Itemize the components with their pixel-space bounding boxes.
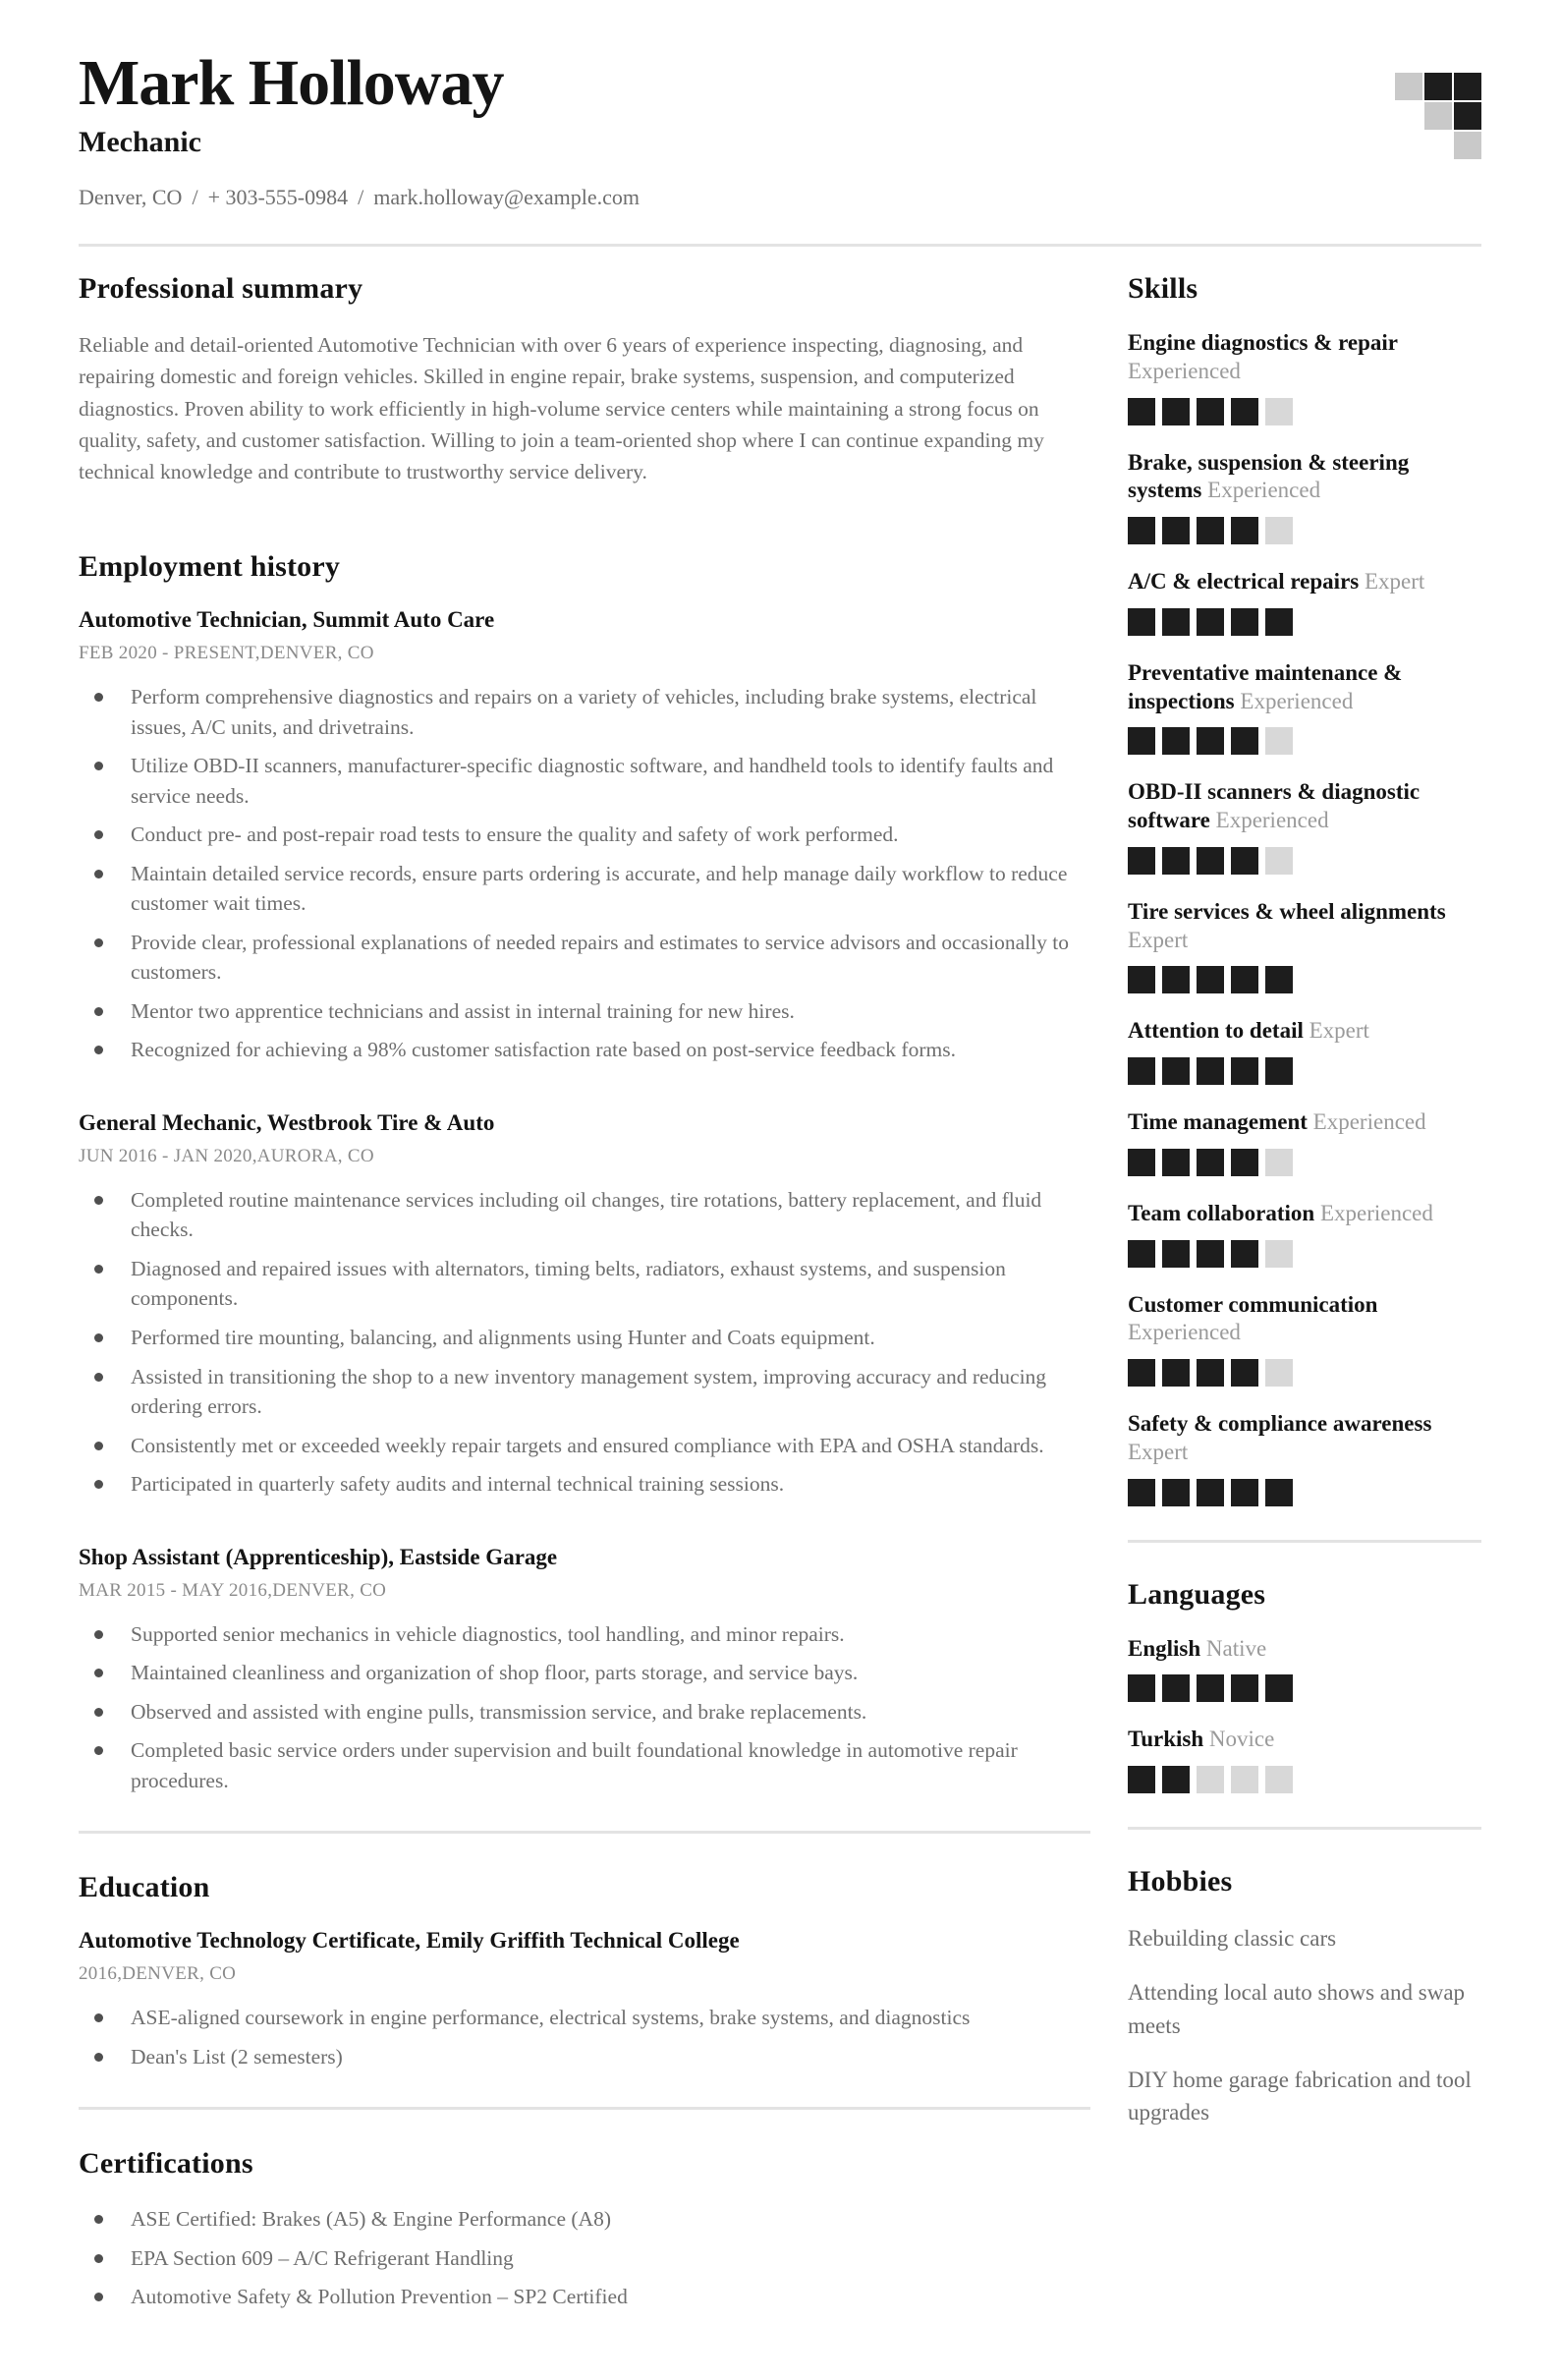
level-square-filled — [1162, 398, 1190, 425]
hobby-item: Attending local auto shows and swap meets — [1128, 1980, 1466, 2038]
bullet-item: Completed basic service orders under supervision and built foundational knowledge in automotive repair procedures. — [79, 1735, 1090, 1795]
certifications-heading: Certifications — [79, 2147, 253, 2181]
level-square-filled — [1265, 608, 1293, 636]
entry-meta — [79, 1146, 1090, 1167]
language-item-name: English — [1128, 1635, 1201, 1661]
skill-item — [1128, 1291, 1481, 1388]
languages-heading: Languages — [1128, 1577, 1266, 1611]
skill-item-head — [1128, 1017, 1481, 1046]
logo-cell-dark — [1454, 73, 1481, 100]
person-role: Mechanic — [79, 126, 201, 158]
bullet-item: Utilize OBD-II scanners, manufacturer-specific diagnostic software, and handheld tools to identify faults and service needs. — [79, 751, 1090, 811]
certification-item: Automotive Safety & Pollution Prevention – SP2 Certified — [79, 2282, 1090, 2312]
level-square-filled — [1162, 1240, 1190, 1268]
header — [79, 47, 1481, 210]
level-square-filled — [1231, 608, 1258, 636]
level-square-empty — [1265, 727, 1293, 755]
squares-logo-icon — [1395, 73, 1481, 159]
skill-item-name: Attention to detail — [1128, 1018, 1304, 1044]
entry-bullets — [79, 682, 1090, 1065]
skill-item-level: Expert — [1364, 569, 1425, 594]
skill-item-level: Experienced — [1319, 1200, 1433, 1225]
level-square-filled — [1265, 1674, 1293, 1702]
level-square-filled — [1162, 727, 1190, 755]
skill-item-name: Safety & compliance awareness — [1128, 1411, 1432, 1436]
level-square-filled — [1231, 1057, 1258, 1085]
skill-item-name: OBD-II scanners & diagnostic software — [1128, 779, 1421, 832]
level-square-filled — [1162, 1674, 1190, 1702]
content-columns — [79, 272, 1481, 2321]
level-square-filled — [1265, 1057, 1293, 1085]
bullet-item: Recognized for achieving a 98% customer satisfaction rate based on post-service feedback forms. — [79, 1035, 1090, 1065]
skill-item — [1128, 778, 1481, 875]
level-square-filled — [1231, 1149, 1258, 1176]
sidebar-divider — [1128, 1540, 1481, 1543]
skill-item-level: Expert — [1309, 1018, 1369, 1044]
level-bar — [1128, 1479, 1481, 1506]
entry-title: Automotive Technician, Summit Auto Care — [79, 607, 495, 633]
level-square-filled — [1128, 398, 1155, 425]
level-square-filled — [1128, 1674, 1155, 1702]
level-square-filled — [1162, 966, 1190, 993]
bullet-item: Participated in quarterly safety audits and internal technical training sessions. — [79, 1469, 1090, 1500]
level-square-filled — [1231, 966, 1258, 993]
entry-meta — [79, 1580, 1090, 1602]
history-entry — [79, 607, 1090, 1065]
level-square-filled — [1162, 608, 1190, 636]
summary-section — [79, 272, 1090, 487]
skill-item-name: A/C & electrical repairs — [1128, 569, 1360, 594]
level-square-filled — [1197, 1149, 1224, 1176]
contact-email: mark.holloway@example.com — [373, 185, 640, 209]
entry-bullets — [79, 1619, 1090, 1796]
level-square-filled — [1197, 517, 1224, 544]
skill-item-head — [1128, 659, 1481, 716]
sidebar-divider — [1128, 1827, 1481, 1830]
hobbies-list — [1128, 1922, 1481, 2129]
language-item — [1128, 1726, 1481, 1793]
logo-cell-dark — [1454, 102, 1481, 130]
skill-item-name: Tire services & wheel alignments — [1128, 898, 1446, 924]
skill-item-head — [1128, 568, 1481, 596]
level-square-filled — [1162, 517, 1190, 544]
level-square-filled — [1128, 1359, 1155, 1387]
bullet-item: Completed routine maintenance services including oil changes, tire rotations, battery replacement, and fluid checks. — [79, 1185, 1090, 1245]
level-square-filled — [1128, 517, 1155, 544]
level-square-empty — [1197, 1766, 1224, 1793]
skill-item — [1128, 449, 1481, 545]
entry-dates: FEB 2020 - PRESENT, — [79, 643, 260, 664]
skill-item — [1128, 1017, 1481, 1085]
certification-item: ASE Certified: Brakes (A5) & Engine Performance (A8) — [79, 2204, 1090, 2235]
employment-section — [79, 550, 1090, 1795]
language-item-level: Novice — [1208, 1727, 1275, 1752]
skill-item-head — [1128, 778, 1481, 835]
contact-location: Denver, CO — [79, 185, 183, 209]
bullet-item: Supported senior mechanics in vehicle diagnostics, tool handling, and minor repairs. — [79, 1619, 1090, 1650]
level-square-filled — [1162, 847, 1190, 875]
hobbies-heading: Hobbies — [1128, 1865, 1233, 1898]
skill-item-head — [1128, 1410, 1481, 1467]
employment-heading: Employment history — [79, 550, 341, 584]
contact-separator: / — [358, 185, 364, 209]
education-heading: Education — [79, 1871, 210, 1904]
level-square-filled — [1231, 1479, 1258, 1506]
certifications-section — [79, 2147, 1090, 2312]
level-square-filled — [1197, 608, 1224, 636]
person-name: Mark Holloway — [79, 47, 504, 119]
level-square-filled — [1231, 517, 1258, 544]
skill-item — [1128, 1108, 1481, 1176]
language-item-head — [1128, 1726, 1481, 1754]
level-square-filled — [1231, 1359, 1258, 1387]
skill-item-level: Expert — [1128, 927, 1189, 952]
skills-list — [1128, 329, 1481, 1506]
bullet-item: Consistently met or exceeded weekly repair targets and ensured compliance with EPA and OSHA standards. — [79, 1431, 1090, 1461]
level-square-filled — [1197, 398, 1224, 425]
header-identity — [79, 47, 640, 210]
level-square-filled — [1231, 847, 1258, 875]
level-square-filled — [1197, 1240, 1224, 1268]
level-square-filled — [1231, 727, 1258, 755]
skill-item-level: Experienced — [1312, 1109, 1426, 1134]
level-square-filled — [1128, 1479, 1155, 1506]
level-square-filled — [1162, 1766, 1190, 1793]
language-item-name: Turkish — [1128, 1727, 1204, 1752]
skill-item — [1128, 568, 1481, 636]
bullet-item: Perform comprehensive diagnostics and repairs on a variety of vehicles, including brake systems, electrical issues, A/C units, and drivetrains. — [79, 682, 1090, 742]
main-column — [79, 272, 1090, 2321]
bullet-item: Assisted in transitioning the shop to a new inventory management system, improving accuracy and reducing ordering errors. — [79, 1362, 1090, 1422]
skill-item-level: Experienced — [1128, 358, 1241, 383]
bullet-item: Mentor two apprentice technicians and assist in internal training for new hires. — [79, 996, 1090, 1027]
skill-item-head — [1128, 449, 1481, 506]
section-divider — [79, 1831, 1090, 1834]
level-square-filled — [1197, 1359, 1224, 1387]
skill-item-head — [1128, 898, 1481, 955]
skill-item-head — [1128, 1200, 1481, 1228]
history-entry — [79, 1928, 1090, 2071]
level-bar — [1128, 517, 1481, 544]
level-square-empty — [1265, 1766, 1293, 1793]
level-square-filled — [1128, 1057, 1155, 1085]
skill-item-name: Brake, suspension & steering systems — [1128, 449, 1410, 503]
level-square-filled — [1265, 966, 1293, 993]
level-square-filled — [1128, 847, 1155, 875]
level-square-empty — [1265, 517, 1293, 544]
contact-separator: / — [192, 185, 198, 209]
hobby-item: DIY home garage fabrication and tool upgrades — [1128, 2068, 1472, 2125]
entry-dates: 2016, — [79, 1963, 123, 1985]
level-square-empty — [1265, 847, 1293, 875]
level-bar — [1128, 1766, 1481, 1793]
bullet-item: Provide clear, professional explanations of needed repairs and estimates to service advisors and occasionally to customers. — [79, 928, 1090, 988]
skill-item — [1128, 329, 1481, 425]
entry-dates: JUN 2016 - JAN 2020, — [79, 1145, 257, 1166]
level-square-filled — [1197, 847, 1224, 875]
skill-item — [1128, 1410, 1481, 1506]
skill-item — [1128, 1200, 1481, 1268]
entry-bullets — [79, 1185, 1090, 1500]
level-square-filled — [1231, 398, 1258, 425]
summary-text: Reliable and detail-oriented Automotive Technician with over 6 years of experience inspecting, diagnosing, and repairing domestic and foreign vehicles. Skilled in engine repair, brake systems, suspension, and computerized diagnostics. Proven ability to work efficiently in high-volume service centers while maintaining a strong focus on quality, safety, and customer satisfaction. Willing to join a team-oriented shop where I can continue expanding my technical knowledge and contribute to trustworthy service delivery. — [79, 333, 1044, 483]
jobs-list — [79, 607, 1090, 1795]
entry-dates: MAR 2015 - MAY 2016, — [79, 1579, 273, 1601]
entry-location: AURORA, CO — [256, 1145, 374, 1166]
hobbies-section — [1128, 1865, 1481, 2129]
skill-item-head — [1128, 1291, 1481, 1348]
level-bar — [1128, 1359, 1481, 1387]
entry-meta — [79, 643, 1090, 664]
level-square-filled — [1162, 1057, 1190, 1085]
skills-heading: Skills — [1128, 272, 1198, 305]
level-square-filled — [1197, 1057, 1224, 1085]
sidebar — [1128, 272, 1481, 2321]
level-bar — [1128, 1240, 1481, 1268]
level-square-filled — [1162, 1149, 1190, 1176]
skill-item-level: Expert — [1128, 1439, 1189, 1464]
bullet-item: Dean's List (2 semesters) — [79, 2042, 1090, 2072]
history-entry — [79, 1110, 1090, 1500]
hobby-item: Rebuilding classic cars — [1128, 1926, 1337, 1951]
skill-item-name: Time management — [1128, 1109, 1308, 1134]
entry-title: General Mechanic, Westbrook Tire & Auto — [79, 1109, 495, 1135]
skill-item-level: Experienced — [1128, 1320, 1241, 1345]
entry-bullets — [79, 2003, 1090, 2071]
logo-cell-none — [1395, 102, 1422, 130]
level-square-empty — [1265, 1240, 1293, 1268]
level-square-empty — [1265, 398, 1293, 425]
level-square-filled — [1128, 608, 1155, 636]
skill-item-level: Experienced — [1207, 478, 1321, 503]
level-square-filled — [1197, 966, 1224, 993]
level-square-filled — [1162, 1359, 1190, 1387]
level-bar — [1128, 608, 1481, 636]
level-square-filled — [1128, 1240, 1155, 1268]
bullet-item: Performed tire mounting, balancing, and alignments using Hunter and Coats equipment. — [79, 1323, 1090, 1353]
level-square-filled — [1231, 1240, 1258, 1268]
level-bar — [1128, 1149, 1481, 1176]
history-entry — [79, 1545, 1090, 1796]
logo-cell-gray — [1454, 132, 1481, 159]
entry-meta — [79, 1963, 1090, 1985]
entry-title: Shop Assistant (Apprenticeship), Eastside Garage — [79, 1544, 558, 1569]
entry-location: DENVER, CO — [122, 1963, 237, 1985]
logo-cell-dark — [1424, 73, 1452, 100]
summary-heading: Professional summary — [79, 272, 363, 305]
level-square-filled — [1128, 1149, 1155, 1176]
bullet-item: Conduct pre- and post-repair road tests to ensure the quality and safety of work performed. — [79, 820, 1090, 850]
header-divider — [79, 244, 1481, 247]
skill-item — [1128, 659, 1481, 756]
level-bar — [1128, 398, 1481, 425]
education-section — [79, 1871, 1090, 2071]
bullet-item: Maintained cleanliness and organization of shop floor, parts storage, and service bays. — [79, 1658, 1090, 1688]
level-square-filled — [1197, 727, 1224, 755]
certifications-list — [79, 2204, 1090, 2312]
logo-cell-gray — [1424, 102, 1452, 130]
contact-line — [79, 185, 640, 210]
level-bar — [1128, 727, 1481, 755]
skills-section — [1128, 272, 1481, 1506]
level-square-filled — [1128, 727, 1155, 755]
bullet-item: Observed and assisted with engine pulls, transmission service, and brake replacements. — [79, 1697, 1090, 1728]
skill-item-head — [1128, 1108, 1481, 1137]
level-square-filled — [1265, 1479, 1293, 1506]
entry-location: DENVER, CO — [272, 1579, 387, 1601]
skill-item-level: Experienced — [1215, 808, 1329, 832]
languages-section — [1128, 1578, 1481, 1794]
certification-item: EPA Section 609 – A/C Refrigerant Handling — [79, 2243, 1090, 2274]
education-list — [79, 1928, 1090, 2071]
contact-phone: + 303-555-0984 — [207, 185, 349, 209]
bullet-item: Maintain detailed service records, ensure parts ordering is accurate, and help manage daily workflow to reduce customer wait times. — [79, 859, 1090, 919]
language-item — [1128, 1635, 1481, 1703]
skill-item-name: Team collaboration — [1128, 1200, 1315, 1225]
language-item-head — [1128, 1635, 1481, 1664]
bullet-item: ASE-aligned coursework in engine performance, electrical systems, brake systems, and diagnostics — [79, 2003, 1090, 2033]
skill-item — [1128, 898, 1481, 994]
entry-location: DENVER, CO — [259, 643, 374, 664]
level-bar — [1128, 966, 1481, 993]
level-square-filled — [1128, 1766, 1155, 1793]
level-square-empty — [1231, 1766, 1258, 1793]
entry-title: Automotive Technology Certificate, Emily Griffith Technical College — [79, 1928, 740, 1954]
level-square-empty — [1265, 1149, 1293, 1176]
level-square-empty — [1265, 1359, 1293, 1387]
section-divider — [79, 2107, 1090, 2110]
skill-item-head — [1128, 329, 1481, 386]
languages-list — [1128, 1635, 1481, 1794]
level-bar — [1128, 1674, 1481, 1702]
level-square-filled — [1197, 1674, 1224, 1702]
level-bar — [1128, 1057, 1481, 1085]
skill-item-level: Experienced — [1240, 688, 1354, 713]
skill-item-name: Engine diagnostics & repair — [1128, 330, 1398, 355]
bullet-item: Diagnosed and repaired issues with alternators, timing belts, radiators, exhaust systems, and suspension components. — [79, 1254, 1090, 1314]
logo-cell-none — [1395, 132, 1422, 159]
level-square-filled — [1162, 1479, 1190, 1506]
logo-cell-gray — [1395, 73, 1422, 100]
level-square-filled — [1197, 1479, 1224, 1506]
skill-item-name: Preventative maintenance & inspections — [1128, 659, 1403, 713]
logo-cell-none — [1424, 132, 1452, 159]
level-square-filled — [1231, 1674, 1258, 1702]
level-square-filled — [1128, 966, 1155, 993]
language-item-level: Native — [1205, 1635, 1267, 1661]
skill-item-name: Customer communication — [1128, 1291, 1378, 1317]
level-bar — [1128, 847, 1481, 875]
